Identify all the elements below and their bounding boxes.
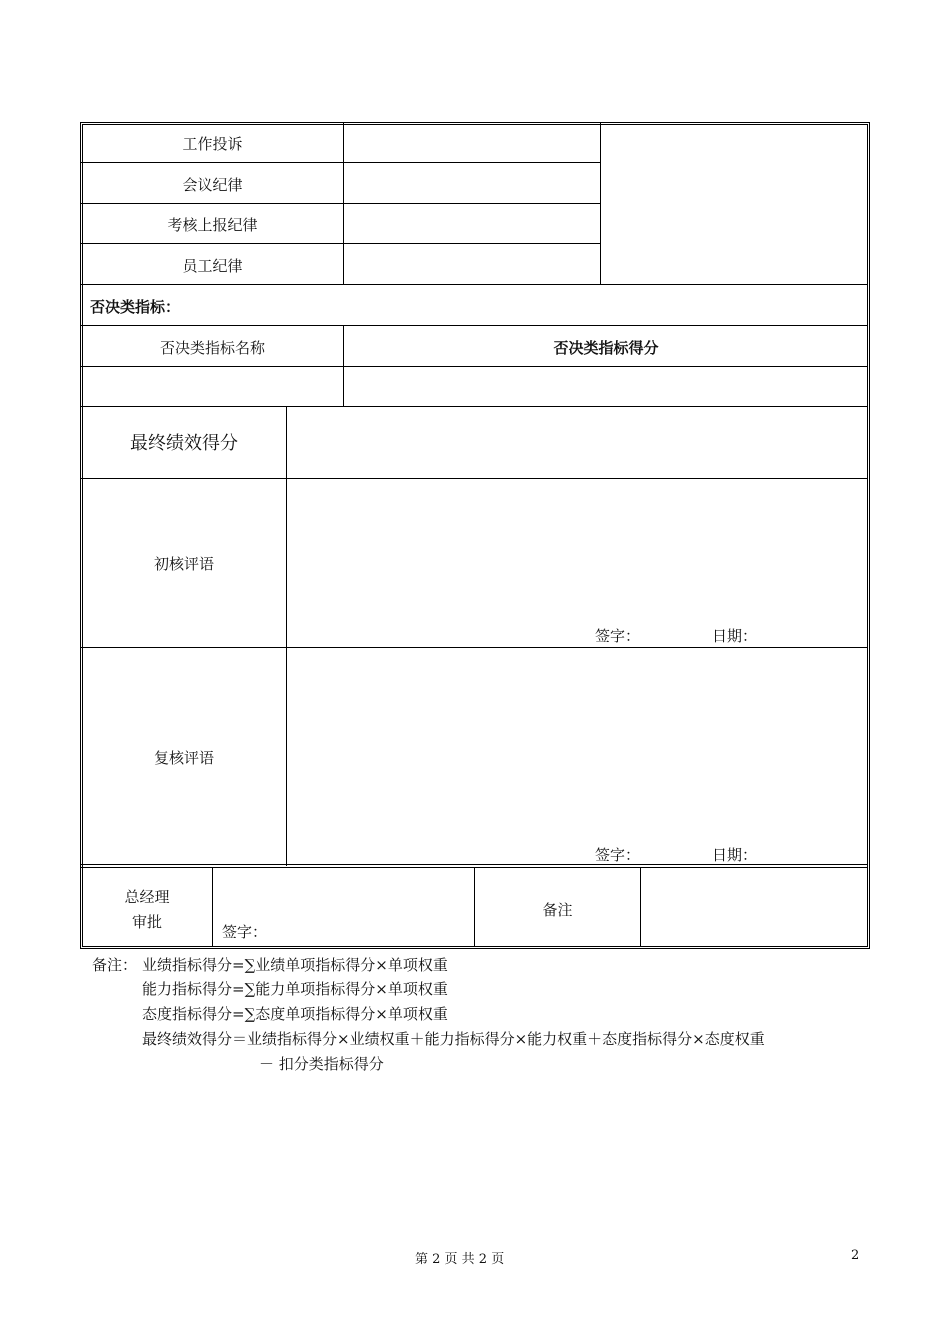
grid-line <box>600 123 601 285</box>
initial-review-label: 初核评语 <box>153 555 214 573</box>
grid-line <box>81 325 868 326</box>
grid-line <box>640 867 641 947</box>
row-label-employee-discipline: 员工纪律 <box>182 257 243 275</box>
initial-review-date-label: 日期： <box>712 627 758 645</box>
initial-review-sign-label: 签字： <box>595 627 641 645</box>
notes-line-1: 业绩指标得分=∑业绩单项指标得分×单项权重 <box>142 956 448 974</box>
grid-line <box>81 366 868 367</box>
grid-line <box>81 162 601 163</box>
gm-approval-label-line1: 总经理 <box>124 888 170 906</box>
grid-line <box>343 123 344 285</box>
row-label-report-discipline: 考核上报纪律 <box>167 216 258 234</box>
grid-line <box>81 284 868 285</box>
grid-line <box>81 864 868 865</box>
veto-name-header: 否决类指标名称 <box>159 339 265 357</box>
row-label-meeting-discipline: 会议纪律 <box>182 176 243 194</box>
page-footer-text: 第 2 页 共 2 页 <box>415 1252 505 1267</box>
grid-line <box>81 406 868 407</box>
gm-approval-label-line2: 审批 <box>131 913 162 931</box>
page-number: 2 <box>851 1248 860 1263</box>
evaluation-table <box>80 122 870 949</box>
grid-line <box>286 406 287 866</box>
grid-line <box>212 867 213 947</box>
notes-line-2: 能力指标得分=∑能力单项指标得分×单项权重 <box>142 980 448 998</box>
re-review-date-label: 日期： <box>712 846 758 864</box>
veto-section-title: 否决类指标： <box>90 298 181 316</box>
notes-line-4: 最终绩效得分＝业绩指标得分×业绩权重＋能力指标得分×能力权重＋态度指标得分×态度权重 <box>142 1030 765 1048</box>
remark-label: 备注 <box>542 901 573 919</box>
notes-line-5: － 扣分类指标得分 <box>259 1055 384 1073</box>
notes-line-3: 态度指标得分=∑态度单项指标得分×单项权重 <box>142 1005 448 1023</box>
final-score-label: 最终绩效得分 <box>130 433 238 454</box>
notes-prefix: 备注： <box>92 956 138 974</box>
grid-line <box>81 243 601 244</box>
gm-sign-label: 签字： <box>222 923 268 941</box>
grid-line <box>81 647 868 648</box>
grid-line <box>81 478 868 479</box>
veto-score-header: 否决类指标得分 <box>553 339 659 357</box>
row-label-work-complaint: 工作投诉 <box>182 135 243 153</box>
re-review-label: 复核评语 <box>153 749 214 767</box>
re-review-sign-label: 签字： <box>595 846 641 864</box>
grid-line <box>81 203 601 204</box>
